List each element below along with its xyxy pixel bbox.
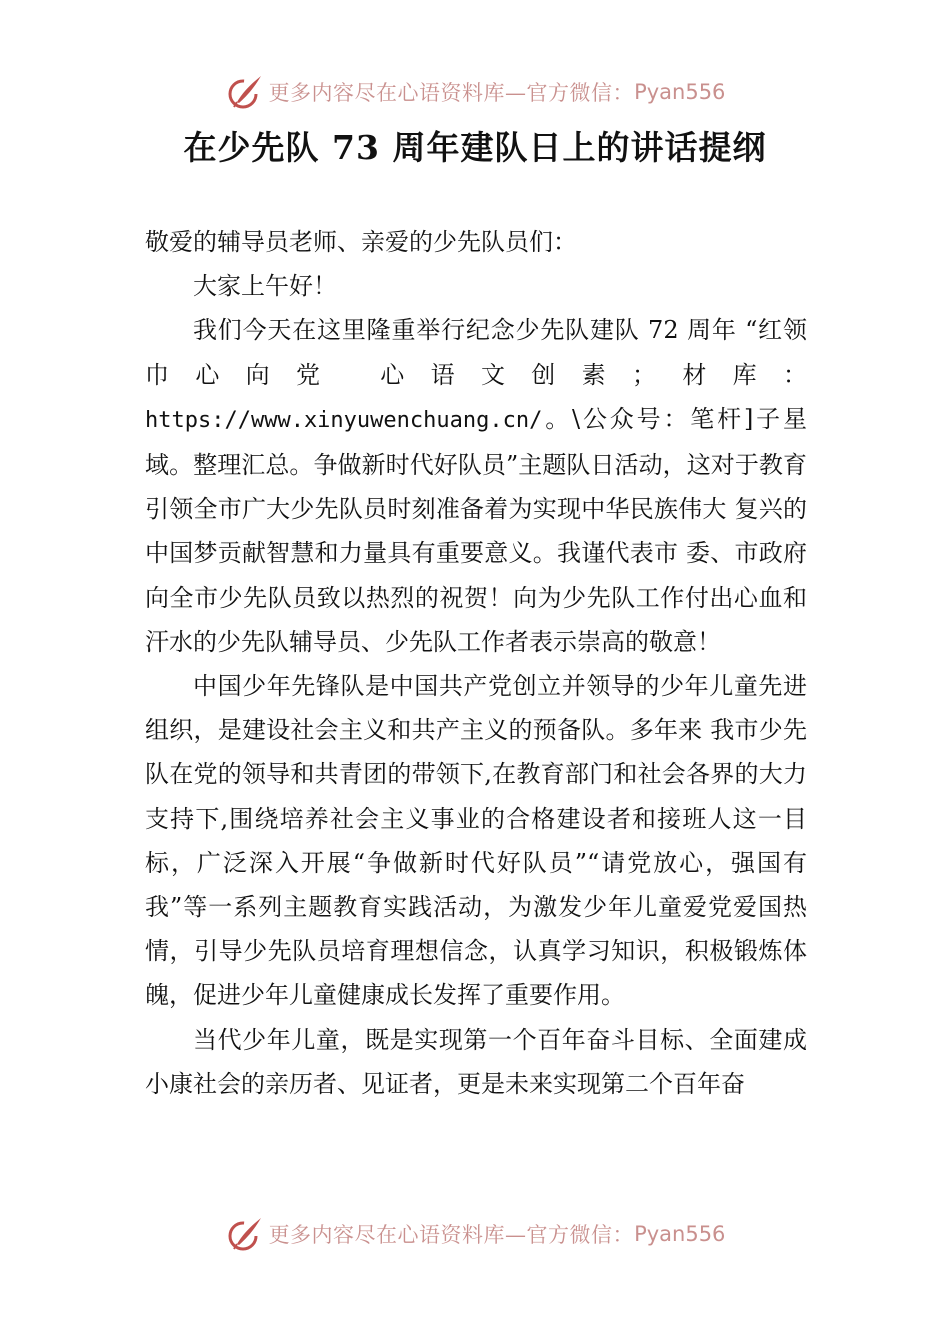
watermark-text: 更多内容尽在心语资料库—官方微信： bbox=[268, 1223, 635, 1247]
paragraph-3: 当代少年儿童，既是实现第一个百年奋斗目标、全面建成小康社会的亲历者、见证者，更是未来实现第二个百年奋 bbox=[145, 1025, 807, 1098]
watermark-wechat-id: Pyan556 bbox=[634, 80, 726, 104]
paragraph-1-part-a: 我们今天在这里隆重举行纪念少先队建队 72 周年 “红领巾心向党 心语文创素；材库： bbox=[145, 316, 807, 389]
paragraph-1 bbox=[145, 308, 807, 664]
greeting: 大家上午好！ bbox=[193, 272, 337, 301]
quill-pen-logo-icon bbox=[225, 72, 265, 112]
source-url: https://www.xinyuwenchuang.cn/ bbox=[145, 407, 543, 433]
paragraph-1-part-b: 。\公众号：笔杆]子星域。整理汇总。争做新时代好队员”主题队日活动，这对于教育引领全市广大少先队员时刻准备着为实现中华民族伟大 复兴的中国梦贡献智慧和力量具有重要意义。我谨代表市 委、市政府向全市少先队员致以热烈的祝贺！向为少先队工作付出心血和汗水的少先队辅导员、少先队工作者表示崇高的敬意！ bbox=[145, 404, 807, 656]
watermark-text: 更多内容尽在心语资料库—官方微信： bbox=[268, 81, 635, 105]
salutation: 敬爱的辅导员老师、亲爱的少先队员们： bbox=[145, 228, 577, 256]
paragraph-2: 中国少年先锋队是中国共产党创立并领导的少年儿童先进组织，是建设社会主义和共产主义的预备队。多年来 我市少先队在党的领导和共青团的带领下,在教育部门和社会各界的大力支持下,围绕培养社会主义事业的合格建设者和接班人这一目标，广泛深入开展“争做新时代好队员”“请党放心，强国有我”等一系列主题教育实践活动，为激发少年儿童爱党爱国热情，引导少先队员培育理想信念，认真学习知识，积极锻炼体魄，促进少年儿童健康成长发挥了重要作用。 bbox=[145, 672, 807, 1010]
document-body bbox=[145, 220, 807, 1106]
document-title: 在少先队 73 周年建队日上的讲话提纲 bbox=[183, 128, 767, 167]
footer-watermark bbox=[0, 1212, 950, 1256]
watermark-wechat-id: Pyan556 bbox=[634, 1222, 726, 1246]
header-watermark bbox=[0, 70, 950, 114]
quill-pen-logo-icon bbox=[225, 1214, 265, 1254]
